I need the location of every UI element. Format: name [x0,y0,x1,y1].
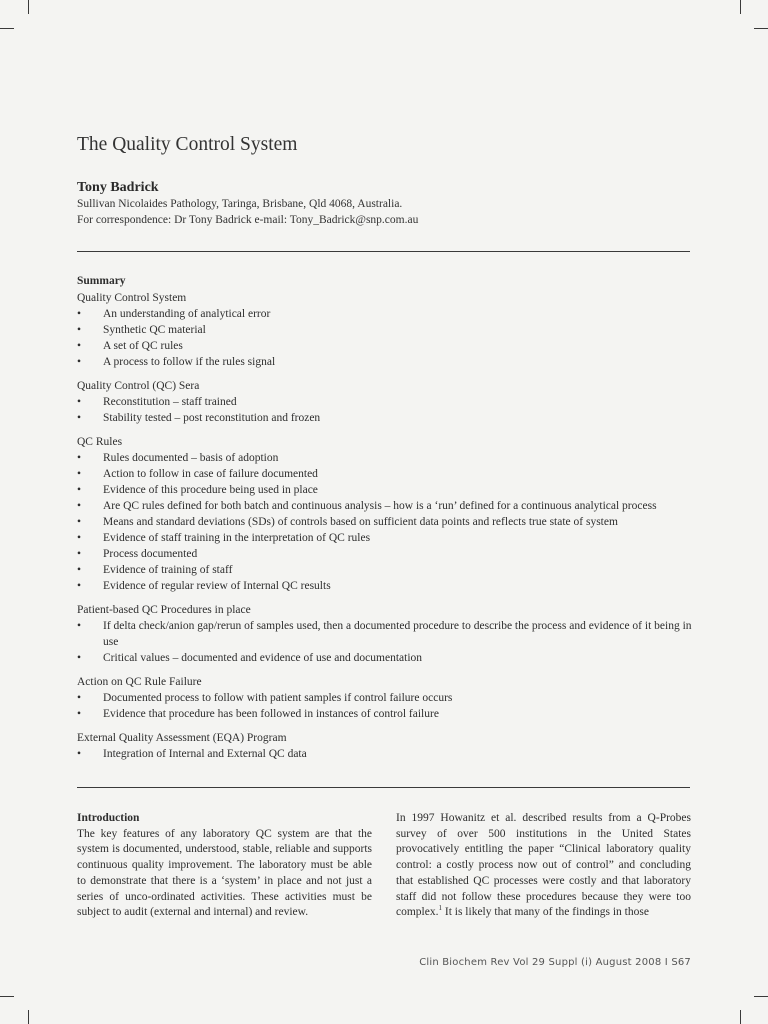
bullet-icon: • [77,619,82,632]
intro-paragraph-left: The key features of any laboratory QC system are that the system is documented, understood, stable, reliable and supports continuous quality improvement. The laboratory must be able to demonstrate that there is a ‘system’ in place and not just a series of unco-ordinated activities. These activities must be subject to audit (external and internal) and review. [77,827,372,919]
bullet-icon: • [77,323,82,336]
summary-bullet-item [77,690,697,706]
summary-section [77,378,697,426]
summary-bullet-item [77,306,697,322]
bullet-icon: • [77,483,82,496]
crop-mark [0,996,14,997]
summary-bullet-item [77,514,697,530]
summary-bullet-text: Process documented [103,547,198,560]
bullet-icon: • [77,691,82,704]
crop-mark [28,0,29,14]
summary-section [77,290,697,370]
summary-bullet-text: Are QC rules defined for both batch and continuous analysis – how is a ‘run’ defined for a continuous analytical process [103,499,657,512]
crop-mark [740,0,741,14]
bullet-icon: • [77,411,82,424]
summary-bullet-item [77,618,697,650]
summary-sections [77,290,697,762]
summary-bullet-item [77,498,697,514]
crop-mark [0,28,14,29]
summary-section-title: Patient-based QC Procedures in place [77,603,251,616]
summary-bullet-item [77,394,697,410]
summary-bullet-list [77,690,697,722]
summary-bullet-item [77,706,697,722]
summary-bullet-text: A set of QC rules [103,339,183,352]
summary-bullet-list [77,450,697,594]
summary-bullet-item [77,338,697,354]
summary-section-title: Quality Control (QC) Sera [77,379,200,392]
summary-bullet-text: Evidence of staff training in the interpretation of QC rules [103,531,371,544]
summary-bullet-item [77,578,697,594]
bullet-icon: • [77,747,82,760]
summary-bullet-text: Documented process to follow with patient samples if control failure occurs [103,691,453,704]
bullet-icon: • [77,307,82,320]
bullet-icon: • [77,451,82,464]
summary-bullet-item [77,546,697,562]
bullet-icon: • [77,563,82,576]
article-title: The Quality Control System [77,134,298,155]
summary-bullet-list [77,306,697,370]
summary-bullet-item [77,354,697,370]
summary-bullet-list [77,618,697,666]
summary-bullet-item [77,562,697,578]
summary-heading: Summary [77,275,126,287]
summary-section-title: External Quality Assessment (EQA) Program [77,731,287,744]
summary-bullet-text: If delta check/anion gap/rerun of samples used, then a documented procedure to describe the process and evidence of it being in use [103,619,692,648]
summary-bullet-item [77,530,697,546]
bullet-icon: • [77,579,82,592]
intro-column-right [396,811,691,921]
summary-section [77,602,697,666]
summary-bullet-item [77,482,697,498]
summary-bullet-list [77,394,697,426]
reference-marker: 1 [438,904,442,913]
bullet-icon: • [77,515,82,528]
bullet-icon: • [77,339,82,352]
divider-top [77,251,690,252]
bullet-icon: • [77,355,82,368]
summary-bullet-item [77,746,697,762]
summary-bullet-text: An understanding of analytical error [103,307,271,320]
author-affiliation-block [77,196,418,228]
summary-bullet-text: Integration of Internal and External QC data [103,747,307,760]
summary-section-title: QC Rules [77,435,123,448]
correspondence: For correspondence: Dr Tony Badrick e-mail: Tony_Badrick@snp.com.au [77,214,419,226]
summary-bullet-text: Rules documented – basis of adoption [103,451,279,464]
crop-mark [740,1010,741,1024]
intro-paragraph-right: In 1997 Howanitz et al. described results from a Q-Probes survey of over 500 institutions in the United States provocatively entitling the paper “Clinical laboratory quality control: a costly process now out of control” and concluding that established QC processes were costly and that laboratory staff did not follow these procedures because they were too complex. [396,812,691,919]
crop-mark [28,1010,29,1024]
summary-box [77,274,697,770]
crop-mark [754,996,768,997]
intro-heading: Introduction [77,812,140,824]
summary-bullet-list [77,746,697,762]
summary-section [77,434,697,594]
summary-bullet-item [77,466,697,482]
intro-paragraph-right-cont: It is likely that many of the findings in those [441,906,649,919]
bullet-icon: • [77,531,82,544]
bullet-icon: • [77,707,82,720]
summary-section-title: Action on QC Rule Failure [77,675,202,688]
summary-bullet-text: A process to follow if the rules signal [103,355,276,368]
summary-bullet-item [77,650,697,666]
affiliation: Sullivan Nicolaides Pathology, Taringa, Brisbane, Qld 4068, Australia. [77,198,403,210]
summary-bullet-text: Reconstitution – staff trained [103,395,237,408]
crop-mark [754,28,768,29]
summary-bullet-text: Critical values – documented and evidence of use and documentation [103,651,423,664]
summary-bullet-text: Evidence of regular review of Internal QC results [103,579,331,592]
bullet-icon: • [77,395,82,408]
intro-column-left [77,811,372,921]
summary-bullet-text: Synthetic QC material [103,323,206,336]
bullet-icon: • [77,467,82,480]
summary-bullet-item [77,322,697,338]
divider-bottom [77,787,690,788]
bullet-icon: • [77,499,82,512]
summary-bullet-text: Evidence that procedure has been followed in instances of control failure [103,707,439,720]
summary-bullet-text: Evidence of training of staff [103,563,233,576]
summary-section [77,674,697,722]
bullet-icon: • [77,651,82,664]
author-name: Tony Badrick [77,180,159,195]
summary-section-title: Quality Control System [77,291,187,304]
bullet-icon: • [77,547,82,560]
summary-bullet-text: Stability tested – post reconstitution and frozen [103,411,321,424]
summary-bullet-text: Means and standard deviations (SDs) of controls based on sufficient data points and reflects true state of system [103,515,618,528]
summary-bullet-item [77,410,697,426]
journal-footer: Clin Biochem Rev Vol 29 Suppl (i) August 2008 I S67 [419,957,691,968]
summary-bullet-text: Action to follow in case of failure documented [103,467,318,480]
summary-bullet-text: Evidence of this procedure being used in place [103,483,318,496]
summary-section [77,730,697,762]
summary-bullet-item [77,450,697,466]
